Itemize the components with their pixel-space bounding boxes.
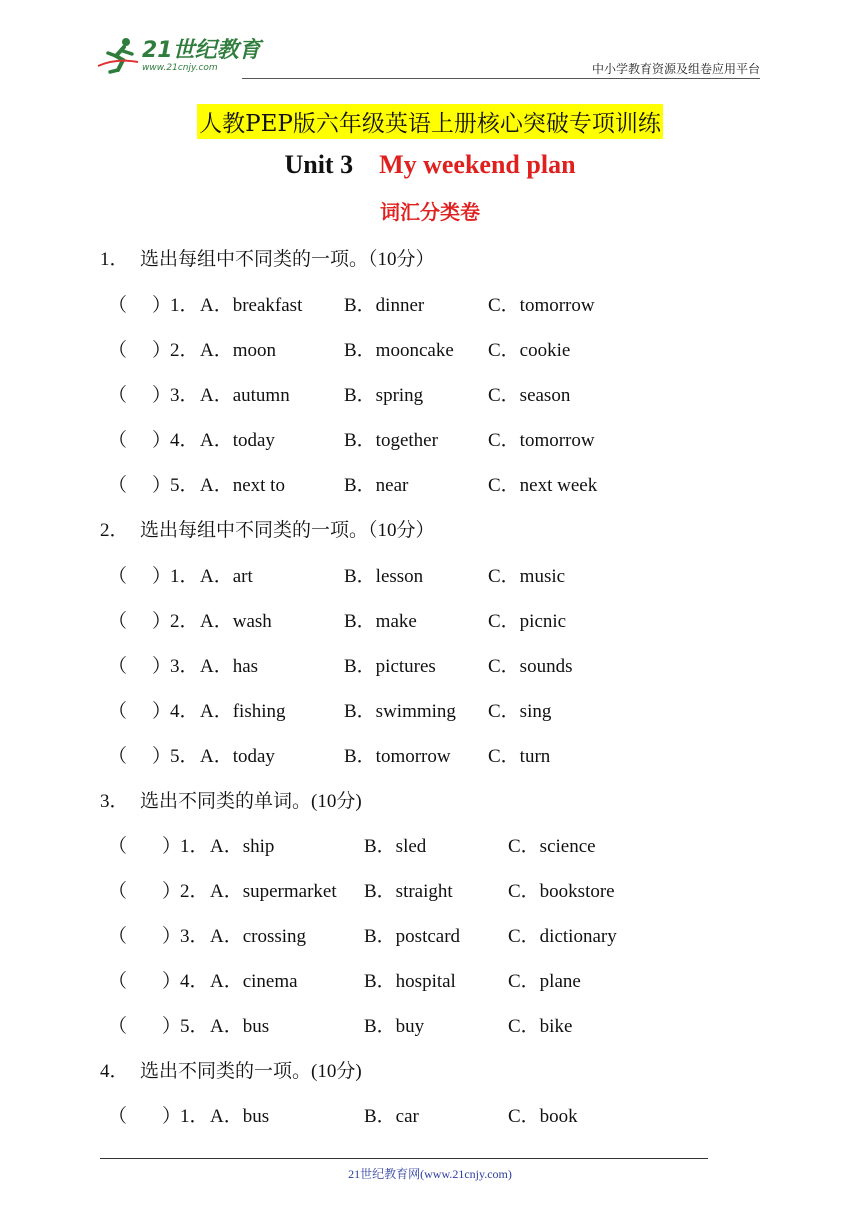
answer-blank-open[interactable]: （ xyxy=(108,385,128,406)
item-number: 2． xyxy=(170,611,199,632)
option-c: C．tomorrow xyxy=(488,295,595,316)
footer-divider xyxy=(100,1158,708,1159)
option-b: B．spring xyxy=(344,385,424,406)
answer-blank-open[interactable]: （ xyxy=(108,701,128,722)
option-b: B．dinner xyxy=(344,295,425,316)
item-number: 5． xyxy=(170,746,199,767)
question-heading xyxy=(100,244,435,271)
option-b: B．postcard xyxy=(364,926,461,947)
option-b: B．make xyxy=(344,611,417,632)
answer-blank-close: ） xyxy=(162,971,182,992)
option-c: C．science xyxy=(508,836,596,857)
answer-blank-close: ） xyxy=(162,1016,182,1037)
answer-blank-close: ） xyxy=(152,701,172,722)
option-a: A．cinema xyxy=(210,971,298,992)
answer-blank-close: ） xyxy=(152,340,172,361)
item-number: 4． xyxy=(170,701,199,722)
unit-heading xyxy=(0,150,860,180)
option-a: A．today xyxy=(200,430,275,451)
answer-blank-open[interactable]: （ xyxy=(108,926,128,947)
option-b: B．hospital xyxy=(364,971,456,992)
option-a: A．ship xyxy=(210,836,275,857)
option-a: A．moon xyxy=(200,340,277,361)
option-a: A．fishing xyxy=(200,701,286,722)
answer-blank-open[interactable]: （ xyxy=(108,836,128,857)
answer-blank-open[interactable]: （ xyxy=(108,566,128,587)
answer-blank-close: ） xyxy=(152,656,172,677)
option-c: C．tomorrow xyxy=(488,430,595,451)
answer-blank-open[interactable]: （ xyxy=(108,746,128,767)
option-b: B．mooncake xyxy=(344,340,454,361)
item-number: 4． xyxy=(170,430,199,451)
option-a: A．supermarket xyxy=(210,881,337,902)
option-a: A．bus xyxy=(210,1016,270,1037)
answer-blank-close: ） xyxy=(152,566,172,587)
option-b: B．buy xyxy=(364,1016,425,1037)
item-number: 1． xyxy=(170,295,199,316)
answer-blank-open[interactable]: （ xyxy=(108,1106,128,1127)
option-b: B．near xyxy=(344,475,409,496)
answer-blank-open[interactable]: （ xyxy=(108,475,128,496)
page-title: 人教PEP版六年级英语上册核心突破专项训练 xyxy=(197,104,663,139)
option-c: C．music xyxy=(488,566,566,587)
option-c: C．next week xyxy=(488,475,598,496)
logo xyxy=(96,34,261,78)
answer-blank-close: ） xyxy=(152,475,172,496)
option-a: A．next to xyxy=(200,475,285,496)
option-a: A．today xyxy=(200,746,275,767)
question-heading xyxy=(100,786,362,813)
option-c: C．season xyxy=(488,385,571,406)
option-b: B．car xyxy=(364,1106,419,1127)
answer-blank-close: ） xyxy=(162,881,182,902)
item-number: 3． xyxy=(170,656,199,677)
answer-blank-close: ） xyxy=(152,611,172,632)
answer-blank-close: ） xyxy=(152,746,172,767)
answer-blank-close: ） xyxy=(152,295,172,316)
page-header xyxy=(96,34,760,78)
question-prompt: 选出不同类的一项。(10分) xyxy=(140,1061,362,1082)
option-a: A．crossing xyxy=(210,926,307,947)
item-number: 5． xyxy=(170,475,199,496)
item-number: 1． xyxy=(170,566,199,587)
item-number: 5． xyxy=(180,1016,209,1037)
question-heading xyxy=(100,515,435,542)
item-number: 1． xyxy=(180,836,209,857)
logo-url-text: www.21cnjy.com xyxy=(142,62,218,73)
option-b: B．together xyxy=(344,430,438,451)
option-a: A．autumn xyxy=(200,385,290,406)
option-c: C．bookstore xyxy=(508,881,615,902)
option-b: B．swimming xyxy=(344,701,456,722)
unit-name: My weekend plan xyxy=(379,150,576,179)
option-c: C．turn xyxy=(488,746,551,767)
footer-text[interactable]: 21世纪教育网(www.21cnjy.com) xyxy=(348,1167,512,1181)
item-number: 3． xyxy=(170,385,199,406)
option-a: A．breakfast xyxy=(200,295,303,316)
header-divider xyxy=(242,78,760,79)
option-c: C．picnic xyxy=(488,611,567,632)
answer-blank-open[interactable]: （ xyxy=(108,656,128,677)
question-number: 3． xyxy=(100,791,129,812)
option-c: C．sing xyxy=(488,701,552,722)
option-a: A．has xyxy=(200,656,259,677)
question-number: 4． xyxy=(100,1061,129,1082)
option-a: A．art xyxy=(200,566,253,587)
option-a: A．bus xyxy=(210,1106,270,1127)
unit-label: Unit 3 xyxy=(284,150,354,179)
logo-main-text: 21世纪教育 xyxy=(142,37,261,63)
answer-blank-open[interactable]: （ xyxy=(108,1016,128,1037)
answer-blank-open[interactable]: （ xyxy=(108,430,128,451)
question-prompt: 选出每组中不同类的一项。（10分） xyxy=(140,520,435,541)
item-number: 3． xyxy=(180,926,209,947)
item-number: 2． xyxy=(170,340,199,361)
answer-blank-open[interactable]: （ xyxy=(108,881,128,902)
answer-blank-open[interactable]: （ xyxy=(108,340,128,361)
question-prompt: 选出每组中不同类的一项。（10分） xyxy=(140,249,435,270)
question-prompt: 选出不同类的单词。(10分) xyxy=(140,791,362,812)
answer-blank-open[interactable]: （ xyxy=(108,971,128,992)
answer-blank-close: ） xyxy=(152,430,172,451)
option-c: C．sounds xyxy=(488,656,573,677)
item-number: 2． xyxy=(180,881,209,902)
question-number: 1． xyxy=(100,249,129,270)
option-c: C．cookie xyxy=(488,340,571,361)
option-c: C．plane xyxy=(508,971,581,992)
option-b: B．lesson xyxy=(344,566,424,587)
answer-blank-open[interactable]: （ xyxy=(108,611,128,632)
runner-logo-icon xyxy=(96,36,140,76)
option-b: B．pictures xyxy=(344,656,436,677)
question-number: 2． xyxy=(100,520,129,541)
question-heading xyxy=(100,1056,362,1083)
option-a: A．wash xyxy=(200,611,272,632)
option-c: C．book xyxy=(508,1106,578,1127)
answer-blank-close: ） xyxy=(162,1106,182,1127)
answer-blank-close: ） xyxy=(162,926,182,947)
answer-blank-open[interactable]: （ xyxy=(108,295,128,316)
answer-blank-close: ） xyxy=(152,385,172,406)
option-b: B．tomorrow xyxy=(344,746,451,767)
item-number: 4． xyxy=(180,971,209,992)
option-c: C．bike xyxy=(508,1016,573,1037)
platform-label: 中小学教育资源及组卷应用平台 xyxy=(591,62,760,76)
option-b: B．sled xyxy=(364,836,427,857)
option-c: C．dictionary xyxy=(508,926,617,947)
item-number: 1． xyxy=(180,1106,209,1127)
option-b: B．straight xyxy=(364,881,453,902)
subtitle: 词汇分类卷 xyxy=(380,200,480,224)
answer-blank-close: ） xyxy=(162,836,182,857)
